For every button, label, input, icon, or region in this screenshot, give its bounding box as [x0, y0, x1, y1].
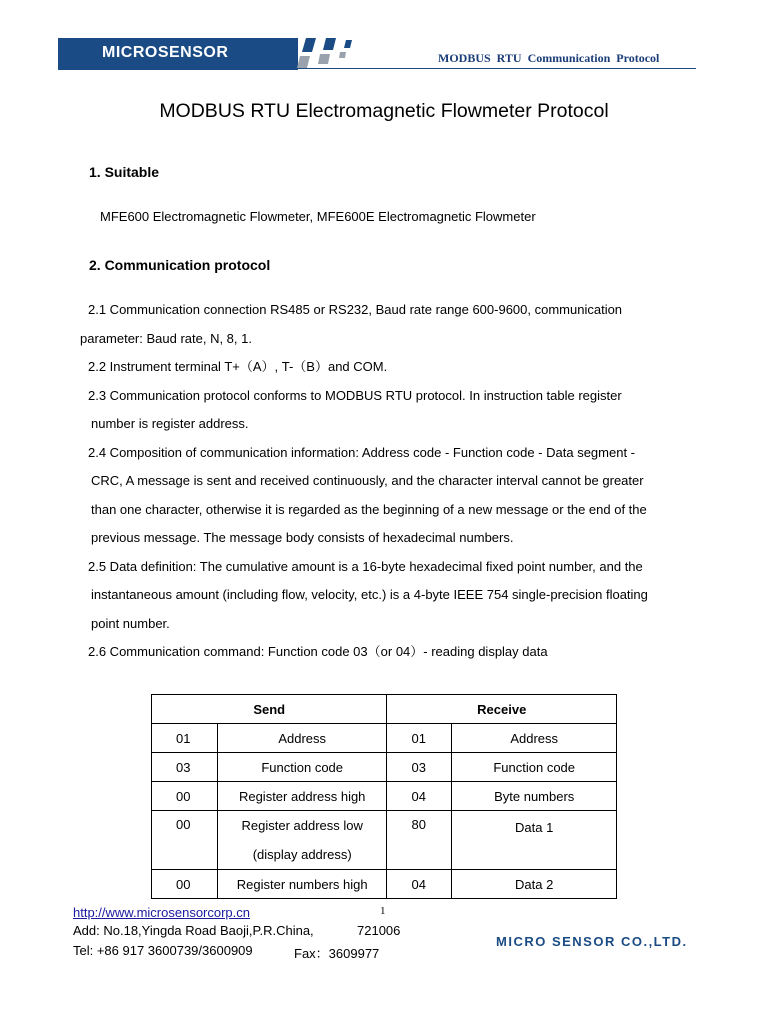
send-desc-cell: Register numbers high — [217, 870, 387, 899]
command-table — [151, 694, 617, 899]
section-1-text: MFE600 Electromagnetic Flowmeter, MFE600E Electromagnetic Flowmeter — [100, 209, 536, 224]
receive-desc-cell: Data 1 — [452, 811, 617, 870]
running-title: MODBUS RTU Communication Protocol — [438, 51, 660, 65]
table-row — [152, 753, 617, 782]
paragraph-line: number is register address. — [91, 416, 249, 431]
send-desc-cell: Address — [217, 724, 387, 753]
company-name: MICRO SENSOR CO.,LTD. — [496, 934, 688, 949]
paragraph-line: instantaneous amount (including flow, velocity, etc.) is a 4-byte IEEE 754 single-precision floating — [91, 587, 648, 602]
brand-name: MICROSENSOR — [102, 44, 229, 61]
receive-header: Receive — [387, 695, 617, 724]
receive-desc-cell: Function code — [452, 753, 617, 782]
page-number: 1 — [380, 905, 386, 917]
paragraph-line: 2.1 Communication connection RS485 or RS232, Baud rate range 600-9600, communication — [88, 302, 623, 317]
send-desc-cell: Register address high — [217, 782, 387, 811]
paragraph-line: CRC, A message is sent and received continuously, and the character interval cannot be greater — [91, 473, 644, 488]
paragraph-line: previous message. The message body consists of hexadecimal numbers. — [91, 530, 514, 545]
table-row — [152, 811, 617, 870]
paragraph-line: 2.5 Data definition: The cumulative amount is a 16-byte hexadecimal fixed point number, and the — [88, 559, 643, 574]
receive-desc-cell: Address — [452, 724, 617, 753]
section-1-heading: 1. Suitable — [89, 164, 160, 180]
paragraph-line: 2.6 Communication command: Function code 03（or 04）- reading display data — [88, 644, 548, 659]
footer-fax: Fax：3609977 — [294, 946, 380, 961]
receive-desc-cell: Byte numbers — [452, 782, 617, 811]
send-header: Send — [152, 695, 387, 724]
footer-postcode: 721006 — [357, 923, 401, 938]
receive-desc-cell: Data 2 — [452, 870, 617, 899]
table-row — [152, 782, 617, 811]
table-row — [152, 870, 617, 899]
receive-code-cell: 03 — [387, 753, 452, 782]
send-desc-line: (display address) — [252, 847, 352, 862]
send-code-cell: 00 — [152, 782, 218, 811]
paragraph-line: 2.3 Communication protocol conforms to MODBUS RTU protocol. In instruction table register — [88, 388, 622, 403]
receive-code-cell: 01 — [387, 724, 452, 753]
header-divider — [58, 68, 696, 69]
send-code-cell: 00 — [152, 870, 218, 899]
receive-code-cell: 80 — [387, 811, 452, 870]
paragraph-line: 2.2 Instrument terminal T+（A）, T-（B）and COM. — [88, 359, 388, 374]
document-title: MODBUS RTU Electromagnetic Flowmeter Protocol — [159, 100, 609, 122]
paragraph-line: than one character, otherwise it is regarded as the beginning of a new message or the end of the — [91, 502, 647, 517]
footer-tel: Tel: +86 917 3600739/3600909 — [73, 943, 253, 958]
receive-code-cell: 04 — [387, 782, 452, 811]
send-code-cell: 03 — [152, 753, 218, 782]
send-desc-cell — [217, 811, 387, 870]
paragraph-line: point number. — [91, 616, 170, 631]
section-2-heading: 2. Communication protocol — [89, 257, 271, 273]
paragraph-line: 2.4 Composition of communication information: Address code - Function code - Data segment - — [88, 445, 635, 460]
send-desc-cell: Function code — [217, 753, 387, 782]
table-row — [152, 724, 617, 753]
website-link[interactable]: http://www.microsensorcorp.cn — [73, 905, 251, 920]
paragraph-line: parameter: Baud rate, N, 8, 1. — [80, 331, 252, 346]
logo-stripes-icon — [262, 36, 372, 70]
send-code-cell: 01 — [152, 724, 218, 753]
footer-address: Add: No.18,Yingda Road Baoji,P.R.China, — [73, 923, 314, 938]
table-header-row — [152, 695, 617, 724]
send-desc-line: Register address low — [241, 818, 363, 833]
receive-code-cell: 04 — [387, 870, 452, 899]
send-code-cell: 00 — [152, 811, 218, 870]
